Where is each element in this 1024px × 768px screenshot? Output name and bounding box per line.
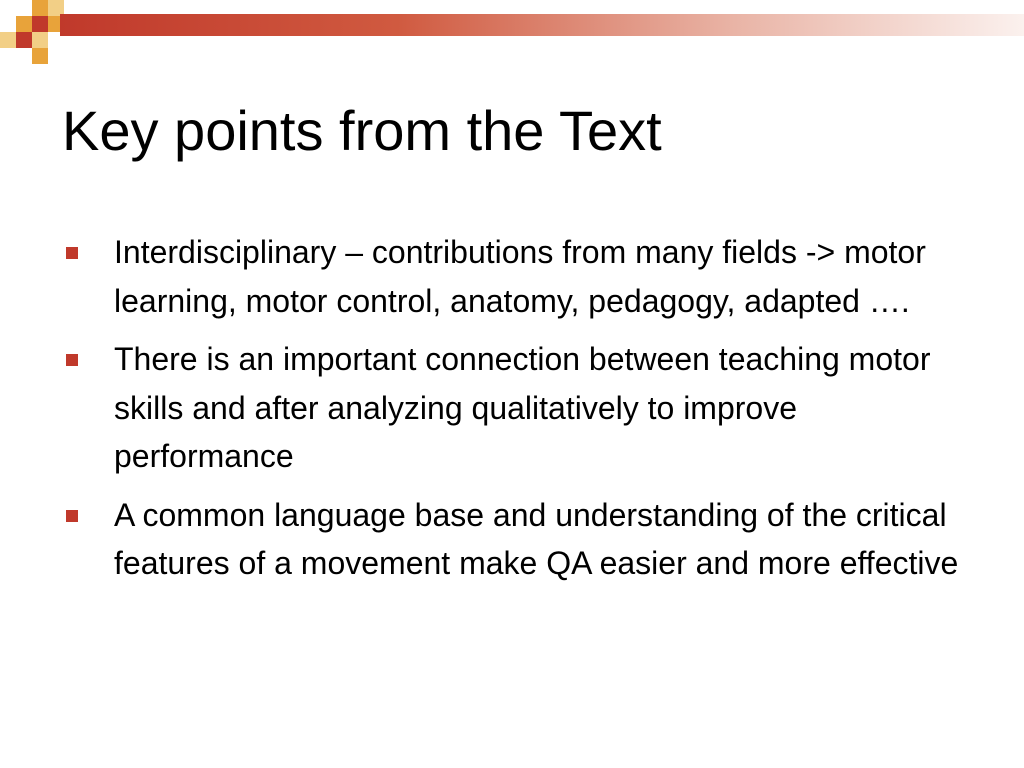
square-bullet-icon [66,354,78,366]
bullet-item [62,335,982,481]
square-bullet-icon [66,247,78,259]
bullet-text: A common language base and understanding of the critical features of a movement make QA easier and more effective [114,496,959,581]
header-gradient-bar [60,14,1024,36]
bullet-text: Interdisciplinary – contributions from many fields -> motor learning, motor control, anatomy, pedagogy, adapted …. [114,234,926,319]
square-bullet-icon [66,510,78,522]
bullet-list [62,228,982,598]
bullet-item [62,491,982,588]
slide-title: Key points from the Text [62,99,662,162]
bullet-text: There is an important connection between teaching motor skills and after analyzing qualitatively to improve performance [114,341,931,474]
bullet-item [62,228,982,325]
